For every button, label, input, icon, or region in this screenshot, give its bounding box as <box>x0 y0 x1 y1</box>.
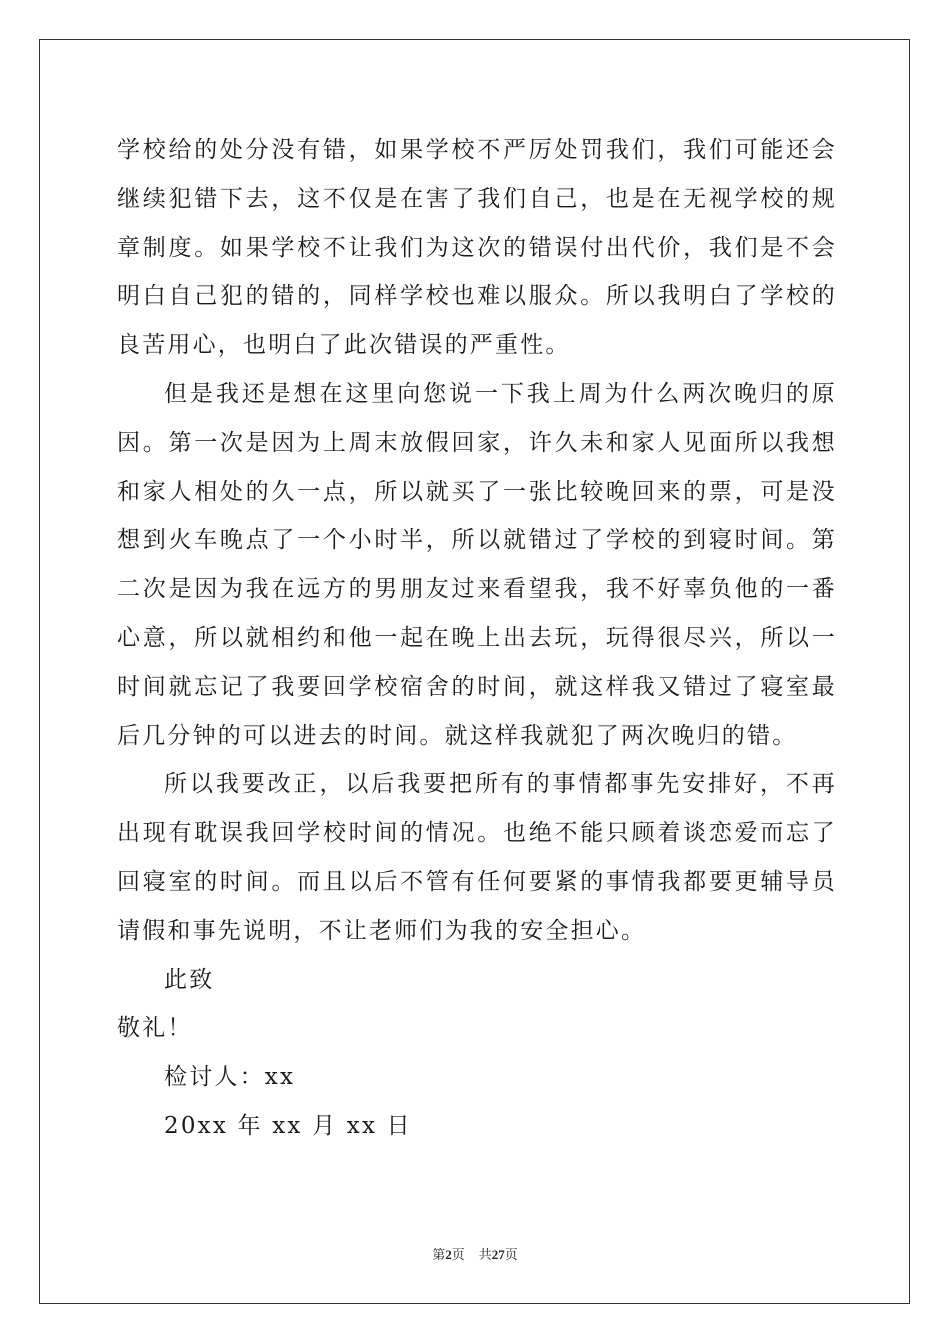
letter-body <box>117 126 837 1151</box>
page-suffix: 页 <box>451 1248 465 1263</box>
page-number: 2 <box>445 1247 452 1262</box>
paragraph-2: 但是我还是想在这里向您说一下我上周为什么两次晚归的原因。第一次是因为上周末放假回家，许久未和家人见面所以我想和家人相处的久一点，所以就买了一张比较晚回来的票，可是没想到火车晚点了一个小时半，所以就错过了学校的到寝时间。第二次是因为我在远方的男朋友过来看望我，我不好辜负他的一番心意，所以就相约和他一起在晚上出去玩，玩得很尽兴，所以一时间就忘记了我要回学校宿舍的时间，就这样我又错过了寝室最后几分钟的可以进去的时间。就这样我就犯了两次晚归的错。 <box>117 380 837 749</box>
total-prefix: 共 <box>478 1248 492 1263</box>
total-pages: 27 <box>491 1247 505 1262</box>
date-line: 20xx 年 xx 月 xx 日 <box>164 1112 412 1139</box>
total-suffix: 页 <box>504 1248 518 1263</box>
page-footer <box>0 1246 950 1265</box>
paragraph-3: 所以我要改正，以后我要把所有的事情都事先安排好，不再出现有耽误我回学校时间的情况。也绝不能只顾着谈恋爱而忘了回寝室的时间。而且以后不管有任何要紧的事情我都要更辅导员请假和事先说明，不让老师们为我的安全担心。 <box>117 771 837 944</box>
paragraph-1: 学校给的处分没有错，如果学校不严厉处罚我们，我们可能还会继续犯错下去，这不仅是在害了我们自己，也是在无视学校的规章制度。如果学校不让我们为这次的错误付出代价，我们是不会明白自己犯的错的，同样学校也难以服众。所以我明白了学校的良苦用心，也明白了此次错误的严重性。 <box>117 137 837 359</box>
signature-line: 检讨人：xx <box>164 1064 296 1091</box>
salutation-line: 敬礼！ <box>117 1015 193 1042</box>
closing-line: 此致 <box>164 966 215 993</box>
page-prefix: 第 <box>432 1248 446 1263</box>
